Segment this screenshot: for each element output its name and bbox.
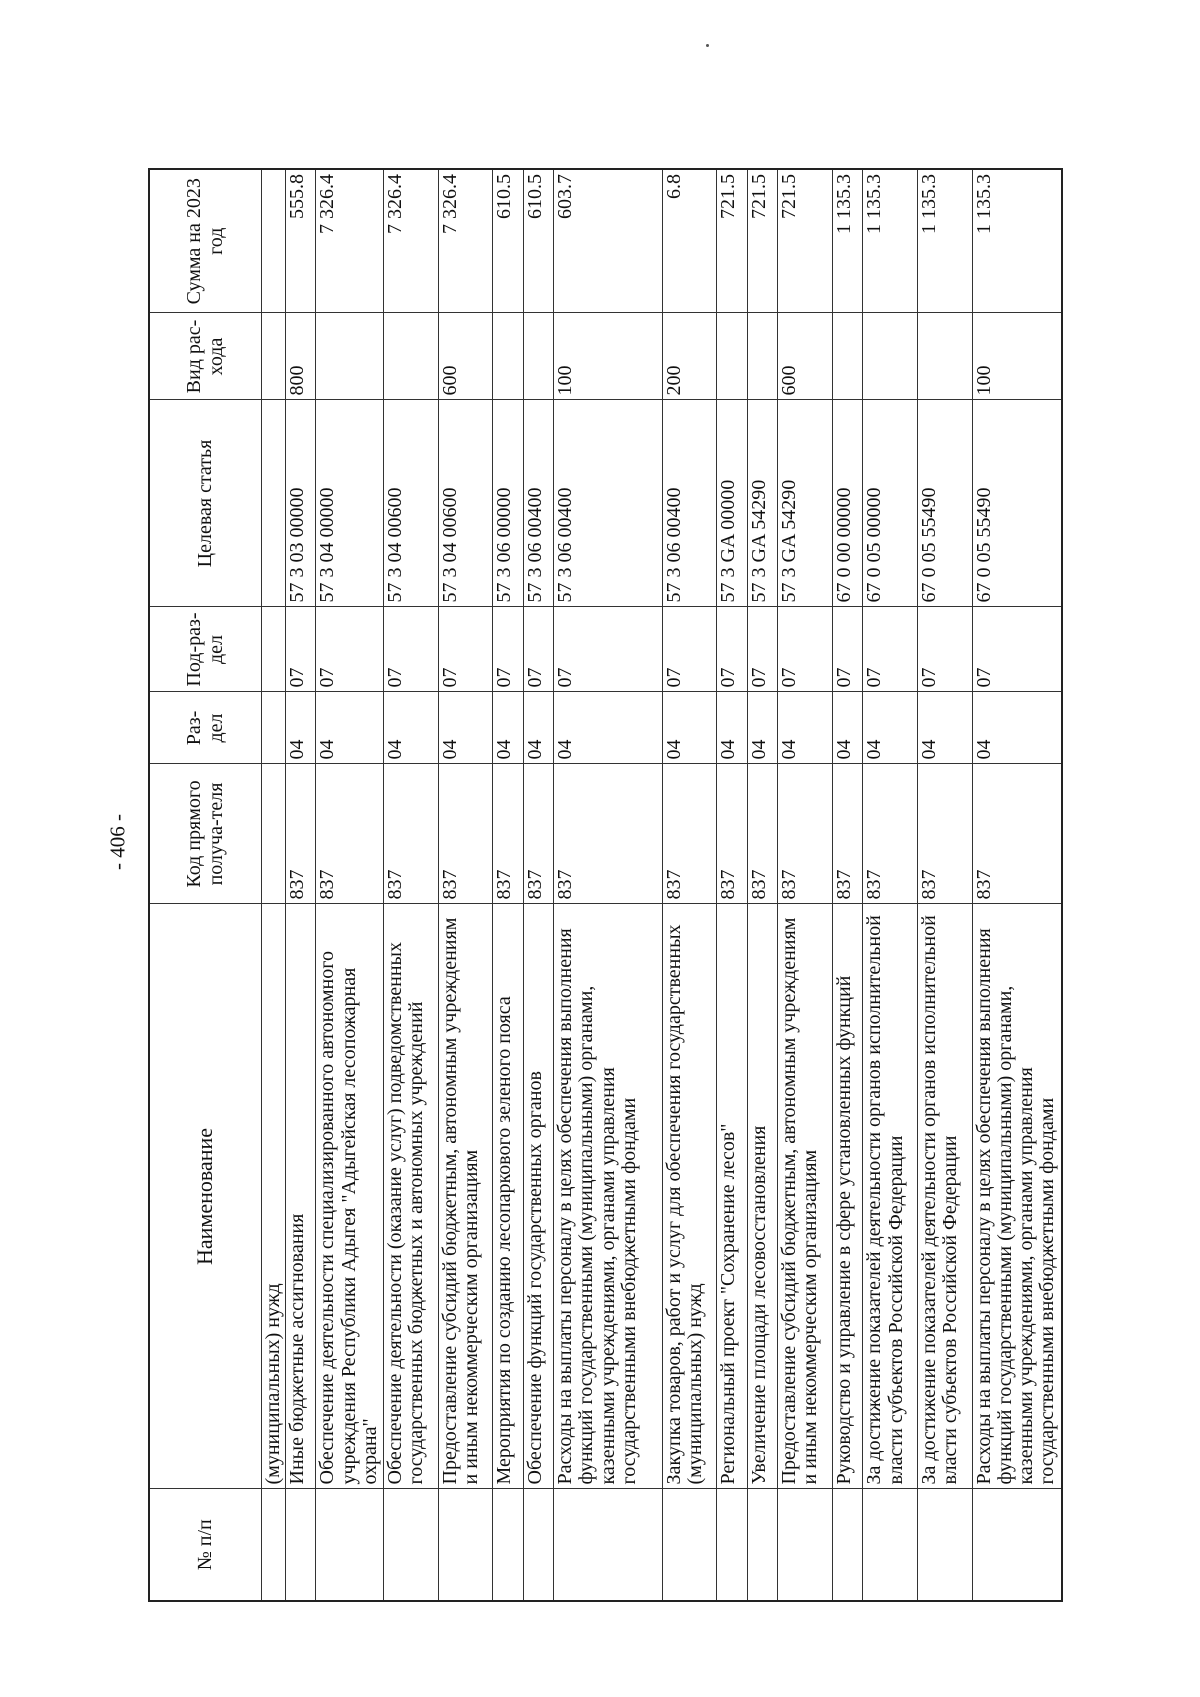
row-expense: 100 (554, 313, 662, 400)
row-expense (717, 313, 747, 400)
table-row (316, 169, 383, 1601)
row-name: За достижение показателей деятельности органов исполнительной власти субъектов Российской Федерации (863, 904, 918, 1489)
row-no (523, 1489, 553, 1601)
header-subsection: Под-раз-дел (149, 607, 261, 692)
row-subsection: 07 (493, 607, 523, 692)
row-no (493, 1489, 523, 1601)
row-expense (918, 313, 973, 400)
row-amount (261, 169, 286, 313)
row-no (778, 1489, 833, 1601)
row-section: 04 (383, 692, 438, 764)
row-section: 04 (316, 692, 383, 764)
row-name: Иные бюджетные ассигнования (286, 904, 316, 1489)
row-name: (муниципальных) нужд (261, 904, 286, 1489)
row-section: 04 (662, 692, 717, 764)
table-body (261, 169, 1062, 1601)
table-row (747, 169, 777, 1601)
row-subsection: 07 (778, 607, 833, 692)
row-expense (316, 313, 383, 400)
table-row (493, 169, 523, 1601)
row-expense: 600 (438, 313, 493, 400)
row-target: 67 0 00 00000 (833, 400, 863, 607)
row-code: 837 (438, 764, 493, 904)
row-code: 837 (778, 764, 833, 904)
row-name: Предоставление субсидий бюджетным, автономным учреждениям и иным некоммерческим организациям (778, 904, 833, 1489)
row-subsection: 07 (717, 607, 747, 692)
row-target: 57 3 04 00600 (383, 400, 438, 607)
row-amount: 603.7 (554, 169, 662, 313)
row-name: Закупка товаров, работ и услуг для обеспечения государственных (муниципальных) нужд (662, 904, 717, 1489)
row-target: 57 3 GA 54290 (747, 400, 777, 607)
row-amount: 610.5 (523, 169, 553, 313)
row-expense: 600 (778, 313, 833, 400)
row-section: 04 (717, 692, 747, 764)
header-amount: Сумма на 2023 год (149, 169, 261, 313)
row-section: 04 (833, 692, 863, 764)
row-amount: 1 135.3 (863, 169, 918, 313)
row-section: 04 (778, 692, 833, 764)
row-code: 837 (717, 764, 747, 904)
header-section: Раз-дел (149, 692, 261, 764)
row-subsection (261, 607, 286, 692)
row-subsection: 07 (918, 607, 973, 692)
row-expense (833, 313, 863, 400)
table-row (918, 169, 973, 1601)
row-section: 04 (493, 692, 523, 764)
table-row (523, 169, 553, 1601)
row-target: 67 0 05 00000 (863, 400, 918, 607)
row-subsection: 07 (863, 607, 918, 692)
row-amount: 1 135.3 (972, 169, 1062, 313)
rotated-table-wrapper (148, 170, 1063, 1602)
row-code: 837 (833, 764, 863, 904)
row-code: 837 (316, 764, 383, 904)
row-name: Увеличение площади лесовосстановления (747, 904, 777, 1489)
row-target: 57 3 06 00400 (662, 400, 717, 607)
table-row (863, 169, 918, 1601)
row-expense (523, 313, 553, 400)
row-subsection: 07 (383, 607, 438, 692)
table-row (261, 169, 286, 1601)
row-name: Обеспечение функций государственных органов (523, 904, 553, 1489)
row-no (833, 1489, 863, 1601)
row-name: Обеспечение деятельности (оказание услуг) подведомственных государственных бюджетных и автономных учреждений (383, 904, 438, 1489)
row-section: 04 (523, 692, 553, 764)
row-target: 67 0 05 55490 (972, 400, 1062, 607)
row-section: 04 (286, 692, 316, 764)
row-amount: 7 326.4 (438, 169, 493, 313)
row-code: 837 (523, 764, 553, 904)
row-name: Расходы на выплаты персоналу в целях обеспечения выполнения функций государственными (муниципальными) органами, казенными учреждениями, органами управления государственными внебюджетными фондами (972, 904, 1062, 1489)
row-subsection: 07 (316, 607, 383, 692)
row-target: 57 3 06 00000 (493, 400, 523, 607)
row-code: 837 (493, 764, 523, 904)
row-section: 04 (438, 692, 493, 764)
row-expense (747, 313, 777, 400)
row-section: 04 (918, 692, 973, 764)
row-expense: 100 (972, 313, 1062, 400)
row-subsection: 07 (523, 607, 553, 692)
row-code: 837 (863, 764, 918, 904)
row-no (918, 1489, 973, 1601)
row-expense (261, 313, 286, 400)
row-no (972, 1489, 1062, 1601)
row-amount: 6.8 (662, 169, 717, 313)
row-subsection: 07 (972, 607, 1062, 692)
row-name: Предоставление субсидий бюджетным, автономным учреждениям и иным некоммерческим организациям (438, 904, 493, 1489)
row-code: 837 (286, 764, 316, 904)
table-row (438, 169, 493, 1601)
row-code: 837 (918, 764, 973, 904)
table-row (286, 169, 316, 1601)
row-no (717, 1489, 747, 1601)
table-row (833, 169, 863, 1601)
row-subsection: 07 (747, 607, 777, 692)
row-amount: 7 326.4 (316, 169, 383, 313)
row-code: 837 (747, 764, 777, 904)
row-no (383, 1489, 438, 1601)
row-amount: 721.5 (778, 169, 833, 313)
row-name: Руководство и управление в сфере установленных функций (833, 904, 863, 1489)
row-no (286, 1489, 316, 1601)
row-subsection: 07 (662, 607, 717, 692)
header-no: № п/п (149, 1489, 261, 1601)
row-target: 57 3 04 00600 (438, 400, 493, 607)
row-expense (493, 313, 523, 400)
row-name: Расходы на выплаты персоналу в целях обеспечения выполнения функций государственными (муниципальными) органами, казенными учреждениями, органами управления государственными внебюджетными фондами (554, 904, 662, 1489)
row-amount: 721.5 (717, 169, 747, 313)
row-expense: 200 (662, 313, 717, 400)
row-expense (863, 313, 918, 400)
row-target: 57 3 06 00400 (554, 400, 662, 607)
row-section: 04 (747, 692, 777, 764)
row-amount: 1 135.3 (833, 169, 863, 313)
row-expense: 800 (286, 313, 316, 400)
row-subsection: 07 (833, 607, 863, 692)
table-row (972, 169, 1062, 1601)
header-target: Целевая статья (149, 400, 261, 607)
row-subsection: 07 (438, 607, 493, 692)
table-row (778, 169, 833, 1601)
row-name: За достижение показателей деятельности органов исполнительной власти субъектов Российской Федерации (918, 904, 973, 1489)
row-name: Региональный проект "Сохранение лесов" (717, 904, 747, 1489)
header-expense: Вид рас-хода (149, 313, 261, 400)
table-row (554, 169, 662, 1601)
row-no (863, 1489, 918, 1601)
row-no (261, 1489, 286, 1601)
row-name: Мероприятия по созданию лесопаркового зеленого пояса (493, 904, 523, 1489)
row-target: 67 0 05 55490 (918, 400, 973, 607)
row-code (261, 764, 286, 904)
row-subsection: 07 (286, 607, 316, 692)
row-target (261, 400, 286, 607)
table-row (717, 169, 747, 1601)
row-section: 04 (972, 692, 1062, 764)
row-expense (383, 313, 438, 400)
row-no (662, 1489, 717, 1601)
row-code: 837 (554, 764, 662, 904)
row-subsection: 07 (554, 607, 662, 692)
row-target: 57 3 03 00000 (286, 400, 316, 607)
row-no (316, 1489, 383, 1601)
row-amount: 555.8 (286, 169, 316, 313)
row-amount: 610.5 (493, 169, 523, 313)
row-code: 837 (383, 764, 438, 904)
row-code: 837 (972, 764, 1062, 904)
table-row (383, 169, 438, 1601)
row-no (438, 1489, 493, 1601)
row-section: 04 (863, 692, 918, 764)
row-name: Обеспечение деятельности специализированного автономного учреждения Республики Адыгея "Адыгейская лесопожарная охрана" (316, 904, 383, 1489)
row-no (554, 1489, 662, 1601)
header-row (149, 169, 261, 1601)
row-target: 57 3 GA 00000 (717, 400, 747, 607)
row-section: 04 (554, 692, 662, 764)
row-amount: 721.5 (747, 169, 777, 313)
row-amount: 1 135.3 (918, 169, 973, 313)
budget-table (148, 168, 1063, 1602)
row-code: 837 (662, 764, 717, 904)
row-target: 57 3 04 00000 (316, 400, 383, 607)
page-number: - 406 - (105, 814, 130, 870)
row-amount: 7 326.4 (383, 169, 438, 313)
scan-dot (706, 44, 709, 47)
row-no (747, 1489, 777, 1601)
row-target: 57 3 06 00400 (523, 400, 553, 607)
row-target: 57 3 GA 54290 (778, 400, 833, 607)
row-section (261, 692, 286, 764)
table-row (662, 169, 717, 1601)
header-code: Код прямого получа-теля (149, 764, 261, 904)
header-name: Наименование (149, 904, 261, 1489)
